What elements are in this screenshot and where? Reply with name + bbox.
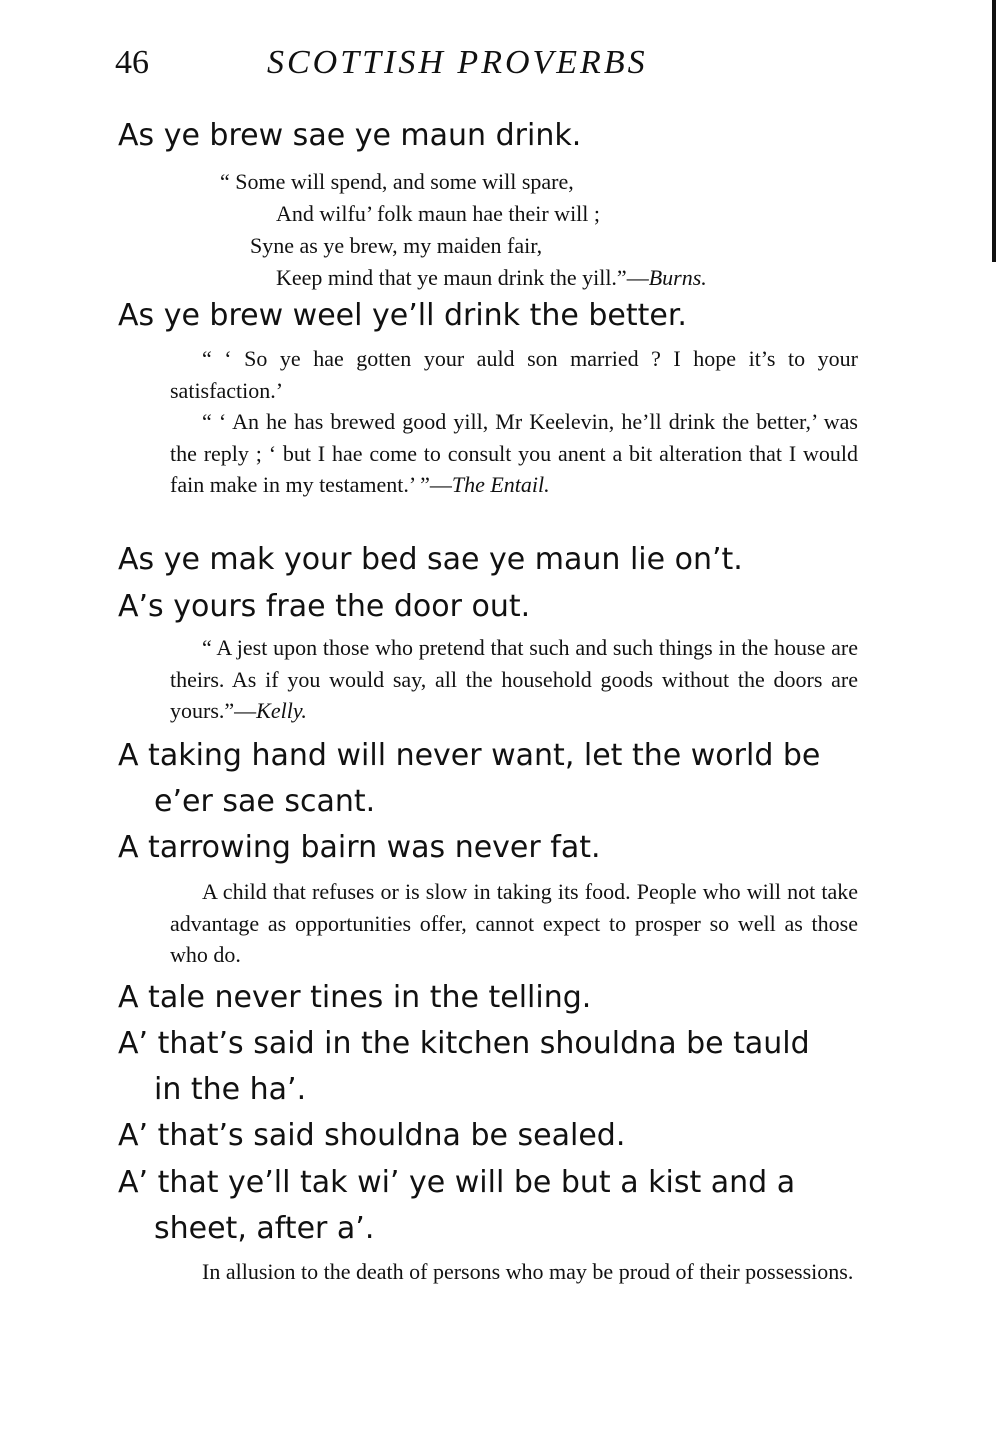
note-source: The Entail. [451, 472, 550, 497]
page-number: 46 [115, 44, 149, 81]
page-header [115, 42, 815, 92]
page-edge-mark [992, 0, 996, 262]
verse-line: And wilfu’ folk maun hae their will ; [276, 201, 601, 226]
proverb: A tale never tines in the telling. [118, 980, 592, 1015]
proverb-line: A’ that ye’ll tak wi’ ye will be but a kist and a [118, 1165, 796, 1200]
proverb [118, 733, 863, 825]
proverb [118, 1021, 863, 1113]
proverb-line: A taking hand will never want, let the world be [118, 738, 821, 773]
proverb-line: in the ha’. [154, 1072, 307, 1107]
verse-line: Keep mind that ye maun drink the yill.”—Burns. [276, 265, 707, 290]
proverb: As ye mak your bed sae ye maun lie on’t. [118, 542, 743, 577]
note [170, 343, 858, 501]
proverb: A’ that’s said shouldna be sealed. [118, 1118, 626, 1153]
proverb: As ye brew weel ye’ll drink the better. [118, 298, 687, 333]
running-title: SCOTTISH PROVERBS [267, 44, 648, 81]
note-paragraph: “ ‘ So ye hae gotten your auld son married ? I hope it’s to your satisfaction.’ [170, 346, 858, 403]
verse-line: “ Some will spend, and some will spare, [220, 169, 574, 194]
note: A child that refuses or is slow in taking its food. People who will not take advantage as opportunities offer, cannot expect to prosper so well as those who do. [170, 879, 858, 967]
proverb: As ye brew sae ye maun drink. [118, 118, 582, 153]
note: In allusion to the death of persons who may be proud of their possessions. [202, 1259, 854, 1284]
note: “ A jest upon those who pretend that such and such things in the house are theirs. As if you would say, all the household goods without the doors are yours.”—Kelly. [170, 635, 858, 723]
proverb-line: A’ that’s said in the kitchen shouldna be tauld [118, 1026, 810, 1061]
note-source: Kelly. [256, 698, 307, 723]
proverb-line: sheet, after a’. [154, 1211, 375, 1246]
proverb: A tarrowing bairn was never fat. [118, 830, 601, 865]
note-paragraph: “ ‘ An he has brewed good yill, Mr Keelevin, he’ll drink the better,’ was the reply ; ‘ but I hae come to consult you anent a bit alteration that I would fain make in my testament.’ ”—The Entail. [170, 409, 858, 497]
proverb-line: e’er sae scant. [154, 784, 376, 819]
note-source: Burns. [648, 265, 707, 290]
verse-line: Syne as ye brew, my maiden fair, [250, 233, 543, 258]
proverb [118, 1160, 863, 1252]
proverb: A’s yours frae the door out. [118, 589, 531, 624]
